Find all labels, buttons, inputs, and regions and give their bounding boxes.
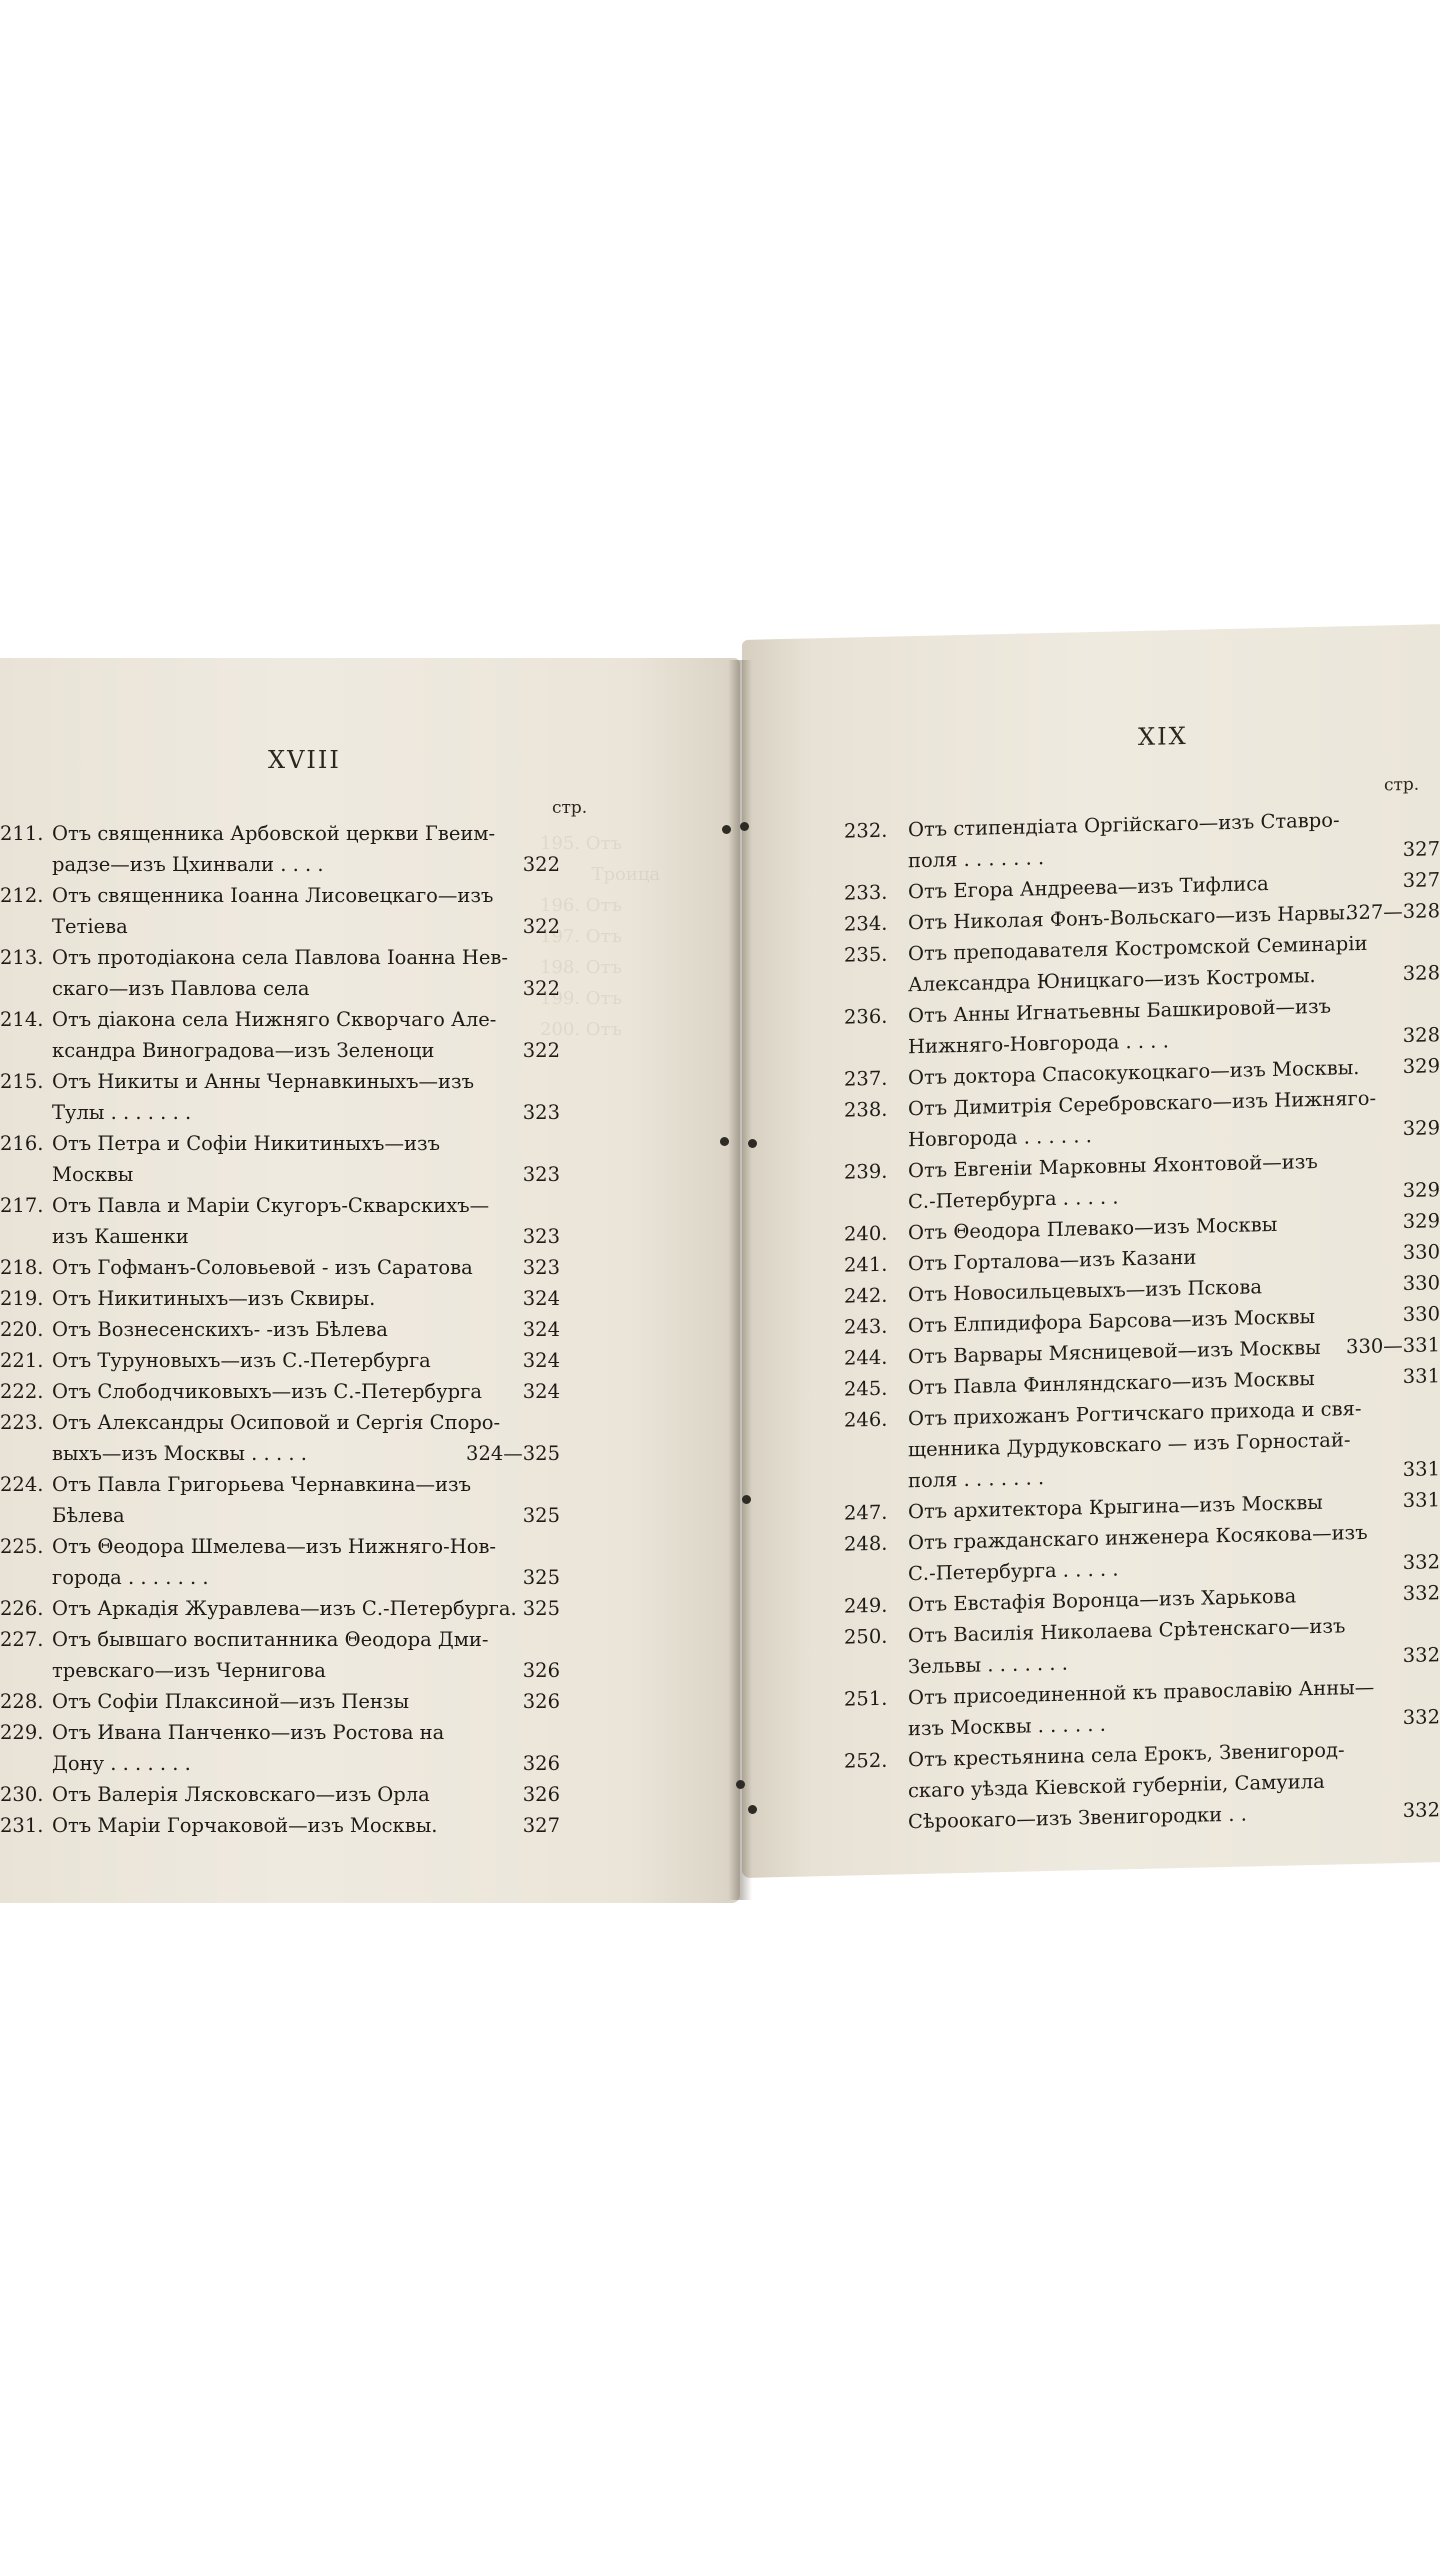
contents-entry <box>0 1810 560 1841</box>
entry-page-number: 326 <box>522 1783 560 1806</box>
entry-page-number: 327—328 <box>1346 899 1440 925</box>
entry-line: Отъ крестьянина села Ерокъ, Звенигород- <box>908 1738 1345 1772</box>
entry-line: Нижняго-Новгорода . . . . <box>908 1029 1169 1059</box>
contents-list-left <box>0 818 560 1841</box>
entry-number: 233. <box>844 880 888 905</box>
entry-line: Отъ Туруновыхъ—изъ С.-Петербурга <box>52 1349 431 1372</box>
page-column-header-right: стр. <box>1384 774 1420 796</box>
contents-entry <box>0 1004 560 1066</box>
entry-number: 251. <box>844 1686 888 1711</box>
entry-number: 226. <box>0 1597 44 1620</box>
contents-entry <box>0 1066 560 1128</box>
entry-number: 223. <box>0 1411 44 1434</box>
entry-text <box>52 942 580 1004</box>
entry-text <box>52 1004 568 1066</box>
entry-page-number: 330—331 <box>1346 1333 1440 1359</box>
entry-line: тревскаго—изъ Чернигова <box>52 1659 326 1682</box>
entry-line: Отъ Петра и Софіи Никитиныхъ—изъ <box>52 1132 441 1155</box>
entry-page-number: 332 <box>1402 1550 1440 1575</box>
entry-page-number: 331 <box>1402 1364 1440 1389</box>
entry-line: Отъ Павла Финляндскаго—изъ Москвы <box>908 1367 1315 1400</box>
entry-text <box>52 1345 560 1376</box>
entry-line: Отъ протодіакона села Павлова Іоанна Нев- <box>52 946 508 969</box>
entry-number: 245. <box>844 1376 888 1401</box>
entry-number: 221. <box>0 1349 44 1372</box>
entry-text <box>52 818 567 880</box>
contents-entry <box>0 1190 560 1252</box>
book-gutter <box>728 660 752 1900</box>
entry-line: Отъ Софіи Плаксиной—изъ Пензы <box>52 1690 410 1713</box>
entry-page-number: 324 <box>522 1380 560 1403</box>
left-page <box>0 658 740 1903</box>
contents-entry <box>0 1593 560 1624</box>
entry-line: города . . . . . . . <box>52 1566 209 1589</box>
entry-line: Отъ Павла и Маріи Скугоръ-Скварскихъ— <box>52 1194 490 1217</box>
entry-line: радзе—изъ Цхинвали . . . . <box>52 853 324 876</box>
entry-number: 227. <box>0 1628 44 1651</box>
entry-number: 212. <box>0 884 44 907</box>
entry-line: Отъ присоединенной къ православію Анны— <box>908 1675 1375 1710</box>
entry-page-number: 332 <box>1402 1705 1440 1730</box>
entry-page-number: 325 <box>522 1566 560 1589</box>
contents-list-right <box>844 802 1440 1839</box>
entry-number: 213. <box>0 946 44 969</box>
entry-line: Отъ преподавателя Костромской Семинаріи <box>908 931 1368 966</box>
entry-line: Отъ Θеодора Плевако—изъ Москвы <box>908 1212 1278 1245</box>
entry-line: Отъ Слободчиковыхъ—изъ С.-Петербурга <box>52 1380 482 1403</box>
entry-text <box>52 1779 560 1810</box>
entry-page-number: 322 <box>522 915 560 938</box>
entry-text <box>52 1593 589 1624</box>
entry-line: поля . . . . . . . <box>908 1466 1045 1493</box>
entry-page-number: 329 <box>1402 1054 1440 1079</box>
entry-number: 249. <box>844 1593 888 1618</box>
entry-text <box>52 1128 560 1190</box>
entry-page-number: 332 <box>1402 1798 1440 1823</box>
entry-line: Отъ Ивана Панченко—изъ Ростова на <box>52 1721 445 1744</box>
entry-page-number: 328 <box>1402 1023 1440 1048</box>
entry-line: Отъ Анны Игнатьевны Башкировой—изъ <box>908 994 1332 1028</box>
entry-number: 250. <box>844 1624 888 1649</box>
entry-line: Отъ Аркадія Журавлева—изъ С.-Петербурга. <box>52 1597 517 1620</box>
entry-text <box>52 1190 561 1252</box>
entry-page-number: 332 <box>1402 1581 1440 1606</box>
entry-number: 234. <box>844 911 888 936</box>
entry-line: Отъ Маріи Горчаковой—изъ Москвы. <box>52 1814 438 1837</box>
entry-page-number: 326 <box>522 1659 560 1682</box>
entry-page-number: 332 <box>1402 1643 1440 1668</box>
entry-text <box>52 1314 560 1345</box>
entry-line: Отъ прихожанъ Рогтичскаго прихода и свя- <box>908 1396 1362 1431</box>
entry-number: 242. <box>844 1283 888 1308</box>
entry-page-number: 323 <box>522 1256 560 1279</box>
entry-line: Отъ Евстафія Воронца—изъ Харькова <box>908 1584 1297 1617</box>
entry-number: 230. <box>0 1783 44 1806</box>
contents-entry <box>0 1128 560 1190</box>
entry-page-number: 323 <box>522 1163 560 1186</box>
entry-text <box>52 1469 560 1531</box>
contents-entry <box>0 1779 560 1810</box>
contents-entry <box>0 942 560 1004</box>
entry-line: Отъ бывшаго воспитанника Θеодора Дми- <box>52 1628 489 1651</box>
entry-line: Москвы <box>52 1163 134 1186</box>
entry-number: 252. <box>844 1748 888 1773</box>
entry-line: Отъ стипендіата Оргійскаго—изъ Ставро- <box>908 808 1340 842</box>
entry-number: 222. <box>0 1380 44 1403</box>
entry-page-number: 322 <box>522 853 560 876</box>
entry-line: изъ Кашенки <box>52 1225 189 1248</box>
entry-page-number: 327 <box>1402 837 1440 862</box>
entry-page-number: 331 <box>1402 1488 1440 1513</box>
contents-entry <box>0 1531 560 1593</box>
entry-line: Отъ Евгеніи Марковны Яхонтовой—изъ <box>908 1149 1318 1183</box>
entry-line: Отъ Елпидифора Барсова—изъ Москвы <box>908 1304 1316 1338</box>
entry-line: Зельвы . . . . . . . <box>908 1651 1068 1679</box>
folio-right: XIX <box>1138 721 1188 752</box>
entry-line: Отъ діакона села Нижняго Скворчаго Але- <box>52 1008 497 1031</box>
entry-number: 216. <box>0 1132 44 1155</box>
entry-text <box>52 1531 568 1593</box>
entry-text <box>52 1624 561 1686</box>
entry-text <box>52 1252 560 1283</box>
entry-number: 214. <box>0 1008 44 1031</box>
entry-text <box>908 1391 1440 1496</box>
binding-hole <box>740 822 749 831</box>
contents-entry <box>0 880 560 942</box>
entry-text <box>52 880 565 942</box>
entry-number: 218. <box>0 1256 44 1279</box>
entry-page-number: 322 <box>522 977 560 1000</box>
entry-number: 243. <box>844 1314 888 1339</box>
contents-entry <box>0 1314 560 1345</box>
entry-line: Дону . . . . . . . <box>52 1752 191 1775</box>
binding-hole <box>748 1805 757 1814</box>
contents-entry <box>0 1252 560 1283</box>
entry-line: Отъ гражданскаго инженера Косякова—изъ <box>908 1520 1368 1555</box>
entry-line: Отъ Николая Фонъ-Вольскаго—изъ Нарвы. <box>908 901 1352 935</box>
contents-entry <box>0 1686 560 1717</box>
entry-page-number: 324 <box>522 1318 560 1341</box>
binding-hole <box>748 1139 757 1148</box>
entry-number: 225. <box>0 1535 44 1558</box>
entry-text <box>52 1066 560 1128</box>
entry-number: 211. <box>0 822 44 845</box>
entry-text <box>52 1717 560 1779</box>
entry-number: 229. <box>0 1721 44 1744</box>
entry-page-number: 322 <box>522 1039 560 1062</box>
entry-number: 219. <box>0 1287 44 1310</box>
entry-line: Отъ архитектора Крыгина—изъ Москвы <box>908 1490 1323 1524</box>
entry-number: 237. <box>844 1066 888 1091</box>
contents-entry <box>0 818 560 880</box>
contents-entry <box>0 1717 560 1779</box>
entry-page-number: 331 <box>1402 1457 1440 1482</box>
entry-line: Новгорода . . . . . . <box>908 1124 1092 1152</box>
entry-line: Отъ Димитрія Серебровскаго—изъ Нижняго- <box>908 1086 1377 1121</box>
entry-number: 220. <box>0 1318 44 1341</box>
entry-page-number: 323 <box>522 1101 560 1124</box>
entry-line: Отъ Гофманъ-Соловьевой - изъ Саратова <box>52 1256 473 1279</box>
entry-number: 235. <box>844 942 888 967</box>
page-column-header-left: стр. <box>552 798 588 818</box>
entry-line: ксандра Виноградова—изъ Зеленоци <box>52 1039 435 1062</box>
entry-line: Александра Юницкаго—изъ Костромы. <box>908 963 1316 997</box>
entry-text <box>52 1686 560 1717</box>
entry-page-number: 324 <box>522 1287 560 1310</box>
entry-number: 231. <box>0 1814 44 1837</box>
binding-hole <box>742 1495 751 1504</box>
entry-page-number: 330 <box>1402 1240 1440 1265</box>
entry-number: 239. <box>844 1159 888 1184</box>
entry-line: Отъ Горталова—изъ Казани <box>908 1245 1197 1276</box>
entry-number: 244. <box>844 1345 888 1370</box>
right-page <box>742 624 1440 1878</box>
entry-line: Отъ Валерія Лясковскаго—изъ Орла <box>52 1783 430 1806</box>
contents-entry <box>0 1624 560 1686</box>
entry-number: 232. <box>844 818 888 843</box>
entry-page-number: 327 <box>522 1814 560 1837</box>
entry-number: 215. <box>0 1070 44 1093</box>
entry-page-number: 329 <box>1402 1116 1440 1141</box>
contents-entry <box>0 1345 560 1376</box>
entry-line: Отъ священника Арбовской церкви Гвеим- <box>52 822 496 845</box>
entry-page-number: 327 <box>1402 868 1440 893</box>
binding-hole <box>722 825 731 834</box>
entry-page-number: 326 <box>522 1690 560 1713</box>
entry-number: 241. <box>844 1252 888 1277</box>
binding-hole <box>736 1780 745 1789</box>
entry-line: Отъ Павла Григорьева Чернавкина—изъ <box>52 1473 472 1496</box>
contents-entry <box>844 1391 1440 1498</box>
contents-entry <box>844 1732 1440 1839</box>
contents-entry <box>0 1407 560 1469</box>
entry-page-number: 329 <box>1402 1209 1440 1234</box>
contents-entry <box>0 1283 560 1314</box>
entry-page-number: 324 <box>522 1349 560 1372</box>
entry-line: Отъ Никитиныхъ—изъ Сквиры. <box>52 1287 376 1310</box>
entry-page-number: 330 <box>1402 1271 1440 1296</box>
entry-line: С.-Петербурга . . . . . <box>908 1185 1119 1214</box>
entry-line: Отъ Василія Николаева Срѣтенскаго—изъ <box>908 1614 1346 1648</box>
entry-line: Тулы . . . . . . . <box>52 1101 192 1124</box>
entry-line: скаго уѣзда Кіевской губерніи, Самуила <box>908 1769 1325 1803</box>
entry-line: Отъ доктора Спасокукоцкаго—изъ Москвы. <box>908 1055 1360 1090</box>
entry-page-number: 324—325 <box>466 1442 560 1465</box>
binding-hole <box>720 1137 729 1146</box>
show-through-text: 195. Отъ Троица 196. Отъ 197. Отъ 198. Отъ 199. Отъ 200. Отъ <box>540 833 661 1040</box>
entry-number: 224. <box>0 1473 44 1496</box>
open-book <box>0 640 1440 1930</box>
entry-line: Тетіева <box>52 915 128 938</box>
entry-line: скаго—изъ Павлова села <box>52 977 310 1000</box>
entry-line: изъ Москвы . . . . . . <box>908 1712 1106 1741</box>
entry-number: 246. <box>844 1407 888 1432</box>
entry-page-number: 323 <box>522 1225 560 1248</box>
entry-text <box>908 1732 1440 1837</box>
entry-number: 240. <box>844 1221 888 1246</box>
contents-entry <box>0 1469 560 1531</box>
entry-number: 238. <box>844 1097 888 1122</box>
entry-number: 248. <box>844 1531 888 1556</box>
entry-page-number: 325 <box>522 1597 560 1620</box>
folio-left: XVIII <box>268 746 341 774</box>
entry-line: Отъ Егора Андреева—изъ Тифлиса <box>908 872 1269 904</box>
entry-number: 217. <box>0 1194 44 1217</box>
entry-line: Отъ Никиты и Анны Чернавкиныхъ—изъ <box>52 1070 475 1093</box>
entry-text <box>52 1810 560 1841</box>
entry-page-number: 330 <box>1402 1302 1440 1327</box>
entry-line: щенника Дурдуковскаго — изъ Горностай- <box>908 1428 1351 1462</box>
entry-number: 228. <box>0 1690 44 1713</box>
entry-line: поля . . . . . . . <box>908 846 1045 873</box>
contents-entry <box>0 1376 560 1407</box>
entry-page-number: 325 <box>522 1504 560 1527</box>
entry-line: Отъ Александры Осиповой и Сергія Споро- <box>52 1411 501 1434</box>
entry-line: Отъ Вознесенскихъ- -изъ Бѣлева <box>52 1318 388 1341</box>
entry-line: Бѣлева <box>52 1504 125 1527</box>
entry-line: С.-Петербурга . . . . . <box>908 1557 1119 1586</box>
entry-number: 247. <box>844 1500 888 1525</box>
entry-line: Отъ Θеодора Шмелева—изъ Нижняго-Нов- <box>52 1535 497 1558</box>
entry-page-number: 329 <box>1402 1178 1440 1203</box>
entry-text <box>52 1376 560 1407</box>
entry-line: выхъ—изъ Москвы . . . . . <box>52 1442 307 1465</box>
entry-line: Отъ Новосильцевыхъ—изъ Пскова <box>908 1275 1262 1307</box>
entry-number: 236. <box>844 1004 888 1029</box>
entry-line: Отъ священника Іоанна Лисовецкаго—изъ <box>52 884 494 907</box>
entry-text <box>52 1283 560 1314</box>
entry-line: Отъ Варвары Мясницевой—изъ Москвы <box>908 1335 1321 1369</box>
entry-page-number: 328 <box>1402 961 1440 986</box>
entry-line: Сѣроокаго—изъ Звенигородки . . <box>908 1802 1247 1834</box>
entry-page-number: 326 <box>522 1752 560 1775</box>
